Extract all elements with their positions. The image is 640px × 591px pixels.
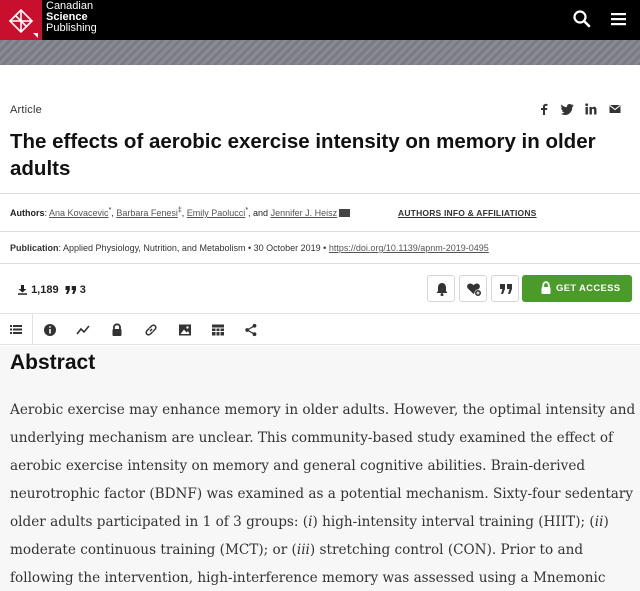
- author-mark: *: [108, 207, 112, 214]
- search-icon[interactable]: [571, 8, 593, 30]
- divider: [0, 231, 640, 232]
- logo-icon[interactable]: [0, 0, 42, 40]
- get-access-button[interactable]: [522, 275, 632, 302]
- author-mark: *: [245, 207, 249, 214]
- divider: [0, 263, 640, 264]
- list-icon: [9, 323, 23, 335]
- quote-icon: [65, 285, 77, 295]
- brand-name[interactable]: [46, 1, 97, 34]
- decorative-banner: [0, 40, 640, 65]
- authors-line: Authors: Ana Kovacevic*, Barbara Fenesi‡, Emily Paolucci*, and Jennifer J. Heisz: [10, 207, 350, 218]
- metrics-icon[interactable]: [76, 323, 90, 337]
- abstract-heading: Abstract: [10, 351, 96, 374]
- heart-plus-icon: [466, 281, 482, 297]
- doi-link[interactable]: https://doi.org/10.1139/apnm-2019-0495: [328, 243, 489, 253]
- authors-label: Authors: [10, 208, 45, 218]
- lock-icon: [540, 281, 552, 295]
- lock-icon[interactable]: [111, 323, 123, 337]
- cite-button[interactable]: [491, 275, 519, 302]
- menu-icon[interactable]: [608, 8, 630, 30]
- info-icon[interactable]: [43, 323, 57, 337]
- linkedin-icon[interactable]: [585, 103, 597, 118]
- download-count: 1,189: [31, 284, 59, 296]
- brand-line-3: Publishing: [46, 22, 97, 34]
- get-access-label: GET ACCESS: [556, 283, 621, 294]
- brand-line-2: Science: [46, 11, 88, 23]
- twitter-icon[interactable]: [561, 103, 574, 118]
- citation-count: 3: [79, 284, 86, 296]
- author-link[interactable]: Barbara Fenesi: [116, 208, 178, 218]
- envelope-icon[interactable]: [339, 209, 350, 217]
- favorite-button[interactable]: [459, 275, 487, 302]
- abstract-text: Aerobic exercise may enhance memory in older adults. However, the optimal intensity and underlying mechanism are unclear. This community-based study examined the effect of aerobic exercise intensity on memory and general cognitive abilities. Brain-derived neurotrophic factor (BDNF) was examined as a potential mechanism. Sixty-four sedentary older adults participated in 1 of 3 groups: (i) high-intensity interval training (HIIT); (ii) moderate continuous training (MCT); or (iii) stretching control (CON). Prior to and following the intervention, high-interference memory was assessed using a Mnemonic: [10, 402, 636, 586]
- tab-contents[interactable]: [0, 314, 33, 345]
- authors-info-link[interactable]: AUTHORS INFO & AFFILIATIONS: [398, 208, 537, 218]
- image-icon[interactable]: [178, 323, 192, 337]
- author-mark: ‡: [177, 207, 182, 214]
- author-link[interactable]: Jennifer J. Heisz: [270, 208, 338, 218]
- brand-line-1: Canadian: [46, 0, 94, 12]
- share-icon[interactable]: [244, 323, 258, 337]
- email-icon[interactable]: [609, 103, 621, 117]
- link-icon[interactable]: [144, 323, 158, 337]
- article-type-label: Article: [10, 104, 42, 116]
- article-metrics: [17, 284, 86, 296]
- divider: [0, 193, 640, 194]
- download-icon: [17, 284, 28, 295]
- publication-label: Publication: [10, 243, 59, 253]
- bell-icon: [434, 281, 450, 297]
- facebook-icon[interactable]: [540, 103, 548, 118]
- table-icon[interactable]: [211, 323, 225, 337]
- author-link[interactable]: Emily Paolucci: [186, 208, 246, 218]
- publication-text: Applied Physiology, Nutrition, and Metabolism • 30 October 2019 •: [63, 243, 327, 253]
- article-tools-bar: [0, 313, 640, 345]
- quote-icon: [498, 281, 514, 297]
- author-link[interactable]: Ana Kovacevic: [49, 208, 109, 218]
- publication-line: Publication: Applied Physiology, Nutrition, and Metabolism • 30 October 2019 • https://doi.org/10.1139/apnm-2019-0495: [10, 243, 489, 253]
- article-title: The effects of aerobic exercise intensity on memory in older adults: [10, 130, 596, 180]
- site-header: [0, 0, 640, 40]
- alert-button[interactable]: [427, 275, 455, 302]
